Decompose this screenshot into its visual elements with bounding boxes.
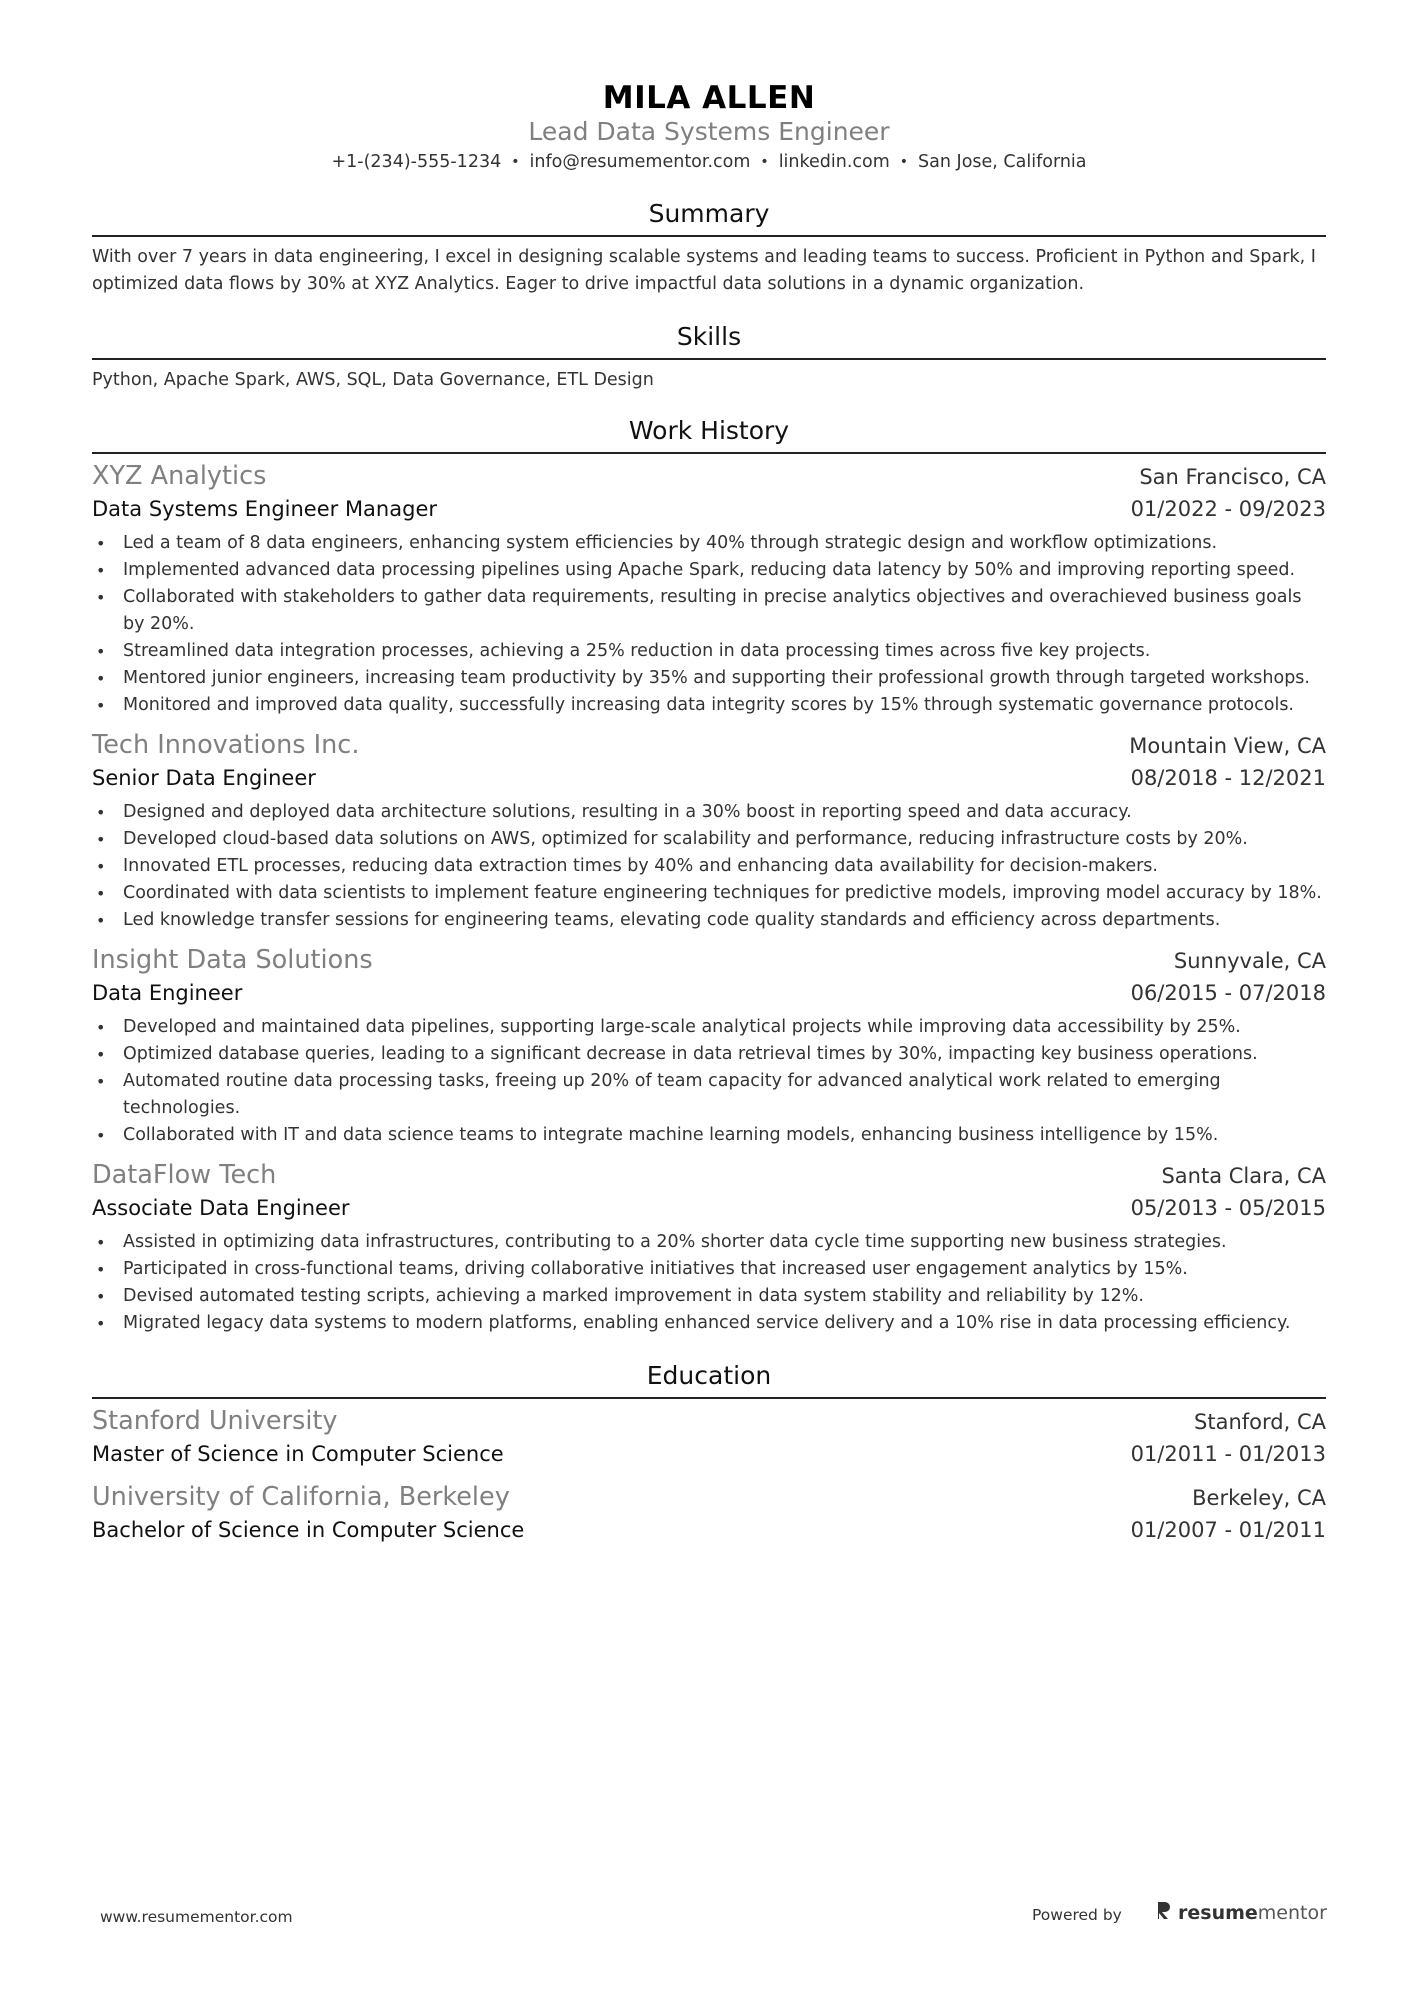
- phone: +1-(234)-555-1234: [331, 152, 502, 172]
- job-dates: 06/2015 - 07/2018: [1130, 981, 1326, 1005]
- bullet-item: • Automated routine data processing tasks, freeing up 20% of team capacity for advanced analytical work related to emerging technologies.: [92, 1068, 1326, 1122]
- footer-website-link[interactable]: www.resumementor.com: [100, 1908, 293, 1926]
- job-role: Senior Data Engineer: [92, 766, 316, 790]
- job-role: Associate Data Engineer: [92, 1196, 350, 1220]
- bullet-item: • Devised automated testing scripts, achieving a marked improvement in data system stability and reliability by 12%.: [92, 1283, 1326, 1310]
- bullet-item: • Innovated ETL processes, reducing data extraction times by 40% and enhancing data availability for decision-makers.: [92, 853, 1326, 880]
- bullet-item: • Led a team of 8 data engineers, enhancing system efficiencies by 40% through strategic design and workflow optimizations.: [92, 530, 1326, 557]
- bullet-item: • Collaborated with IT and data science teams to integrate machine learning models, enhancing business intelligence by 15%.: [92, 1122, 1326, 1149]
- job-role: Data Systems Engineer Manager: [92, 497, 437, 521]
- bullet-item: • Monitored and improved data quality, successfully increasing data integrity scores by 15% through systematic governance protocols.: [92, 692, 1326, 719]
- job-entry: [92, 944, 1326, 1149]
- job-location: Santa Clara, CA: [1161, 1164, 1326, 1188]
- candidate-name: MILA ALLEN: [602, 80, 816, 116]
- education-dates: 01/2011 - 01/2013: [1130, 1442, 1326, 1466]
- contact-separator: •: [511, 154, 520, 170]
- company-name: DataFlow Tech: [92, 1160, 277, 1190]
- education-entry: [92, 1405, 1326, 1471]
- section-heading-work: Work History: [92, 414, 1326, 454]
- degree: Bachelor of Science in Computer Science: [92, 1518, 525, 1542]
- education-dates: 01/2007 - 01/2011: [1130, 1518, 1326, 1542]
- bullet-item: • Led knowledge transfer sessions for engineering teams, elevating code quality standards and efficiency across departments.: [92, 907, 1326, 934]
- skills-text: Python, Apache Spark, AWS, SQL, Data Governance, ETL Design: [92, 370, 654, 390]
- bullet-item: • Mentored junior engineers, increasing team productivity by 35% and supporting their professional growth through targeted workshops.: [92, 665, 1326, 692]
- brand-logo[interactable]: [1156, 1900, 1327, 1925]
- linkedin: linkedin.com: [778, 152, 890, 172]
- section-heading-summary: Summary: [92, 197, 1326, 237]
- job-bullets: [92, 530, 1326, 719]
- section-heading-skills: Skills: [92, 320, 1326, 360]
- bullet-item: • Developed and maintained data pipelines, supporting large-scale analytical projects while improving data accessibility by 25%.: [92, 1014, 1326, 1041]
- education-section: [92, 1359, 1326, 1547]
- job-dates: 05/2013 - 05/2015: [1130, 1196, 1326, 1220]
- company-name: XYZ Analytics: [92, 461, 267, 491]
- company-name: Tech Innovations Inc.: [92, 730, 360, 760]
- location: San Jose, California: [918, 152, 1087, 172]
- job-entry: [92, 460, 1326, 719]
- degree: Master of Science in Computer Science: [92, 1442, 504, 1466]
- summary-text: With over 7 years in data engineering, I excel in designing scalable systems and leading teams to success. Proficient in Python and Spark, I optimized data flows by 30% at XYZ Analytics. Eager to drive impactful data solutions in a dynamic organization.: [92, 247, 1316, 294]
- email: info@resumementor.com: [529, 152, 751, 172]
- school-location: Berkeley, CA: [1192, 1486, 1326, 1510]
- contact-separator: •: [760, 154, 769, 170]
- school-name: University of California, Berkeley: [92, 1482, 510, 1512]
- bullet-item: • Collaborated with stakeholders to gather data requirements, resulting in precise analytics objectives and overachieved business goals by 20%.: [92, 584, 1326, 638]
- resume-page: [92, 80, 1326, 1547]
- powered-by-label: Powered by: [1032, 1906, 1122, 1924]
- bullet-item: • Optimized database queries, leading to a significant decrease in data retrieval times by 30%, impacting key business operations.: [92, 1041, 1326, 1068]
- work-history-section: [92, 414, 1326, 1337]
- bullet-item: • Participated in cross-functional teams, driving collaborative initiatives that increased user engagement analytics by 15%.: [92, 1256, 1326, 1283]
- school-location: Stanford, CA: [1194, 1410, 1326, 1434]
- job-bullets: [92, 1014, 1326, 1149]
- section-heading-education: Education: [92, 1359, 1326, 1399]
- job-entry: [92, 729, 1326, 934]
- candidate-title: Lead Data Systems Engineer: [528, 117, 890, 146]
- job-dates: 01/2022 - 09/2023: [1130, 497, 1326, 521]
- job-bullets: [92, 799, 1326, 934]
- job-entry: [92, 1159, 1326, 1337]
- skills-section: [92, 320, 1326, 394]
- brand-name-bold: resume: [1178, 1901, 1258, 1924]
- bullet-item: • Designed and deployed data architecture solutions, resulting in a 30% boost in reporting speed and data accuracy.: [92, 799, 1326, 826]
- education-entry: [92, 1481, 1326, 1547]
- job-role: Data Engineer: [92, 981, 243, 1005]
- job-location: Sunnyvale, CA: [1173, 949, 1326, 973]
- bullet-item: • Developed cloud-based data solutions on AWS, optimized for scalability and performance, reducing infrastructure costs by 20%.: [92, 826, 1326, 853]
- job-dates: 08/2018 - 12/2021: [1130, 766, 1326, 790]
- bullet-item: • Implemented advanced data processing pipelines using Apache Spark, reducing data latency by 50% and improving reporting speed.: [92, 557, 1326, 584]
- brand-name-light: mentor: [1257, 1901, 1327, 1924]
- summary-section: [92, 197, 1326, 298]
- school-name: Stanford University: [92, 1406, 338, 1436]
- contact-separator: •: [899, 154, 909, 170]
- bullet-item: • Assisted in optimizing data infrastructures, contributing to a 20% shorter data cycle time supporting new business strategies.: [92, 1229, 1326, 1256]
- company-name: Insight Data Solutions: [92, 945, 373, 975]
- bullet-item: • Streamlined data integration processes, achieving a 25% reduction in data processing times across five key projects.: [92, 638, 1326, 665]
- bullet-item: • Coordinated with data scientists to implement feature engineering techniques for predictive models, improving model accuracy by 18%.: [92, 880, 1326, 907]
- bullet-item: • Migrated legacy data systems to modern platforms, enabling enhanced service delivery and a 10% rise in data processing efficiency.: [92, 1310, 1326, 1337]
- job-location: Mountain View, CA: [1129, 734, 1326, 758]
- contact-line: [92, 149, 1326, 175]
- job-location: San Francisco, CA: [1139, 465, 1326, 489]
- job-bullets: [92, 1229, 1326, 1337]
- resumementor-logo-icon: [1156, 1900, 1172, 1925]
